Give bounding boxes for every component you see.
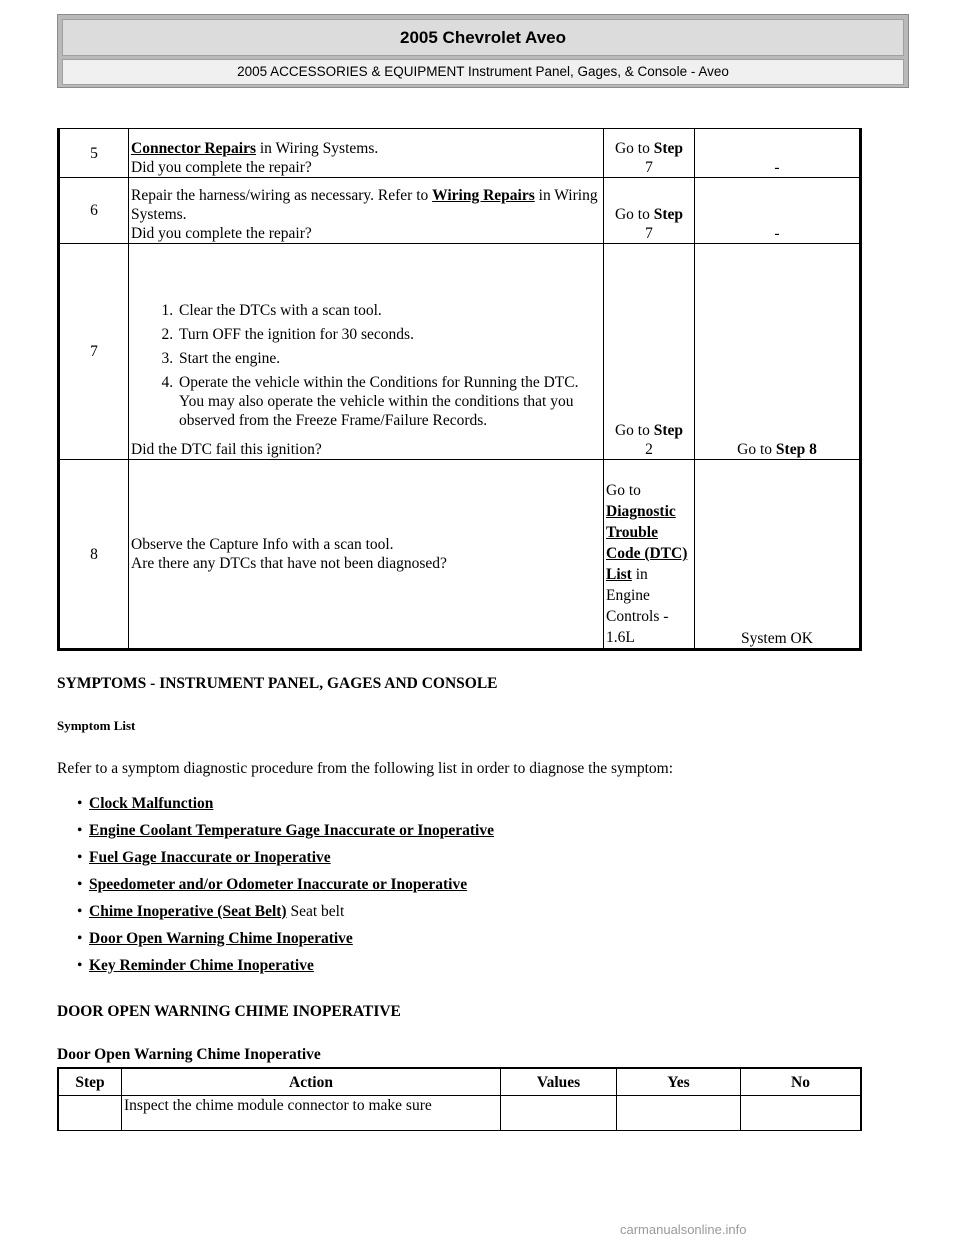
table-row [59,460,861,650]
sub-heading: Door Open Warning Chime Inoperative [57,1046,321,1063]
diagnostic-steps-table [57,128,862,651]
step-no [695,244,861,460]
table-cell [58,1096,122,1131]
step-number: 7 [59,244,129,460]
table-cell: Inspect the chime module connector to make sure [122,1096,501,1131]
yes-step-word: Step [653,140,684,157]
dtc-list-link[interactable]: Diagnostic Trouble Code (DTC) List [606,503,688,583]
yes-step-number: 7 [645,159,653,176]
yes-suffix: in Engine Controls - 1.6L [606,566,669,646]
step-yes [604,244,695,460]
symptom-link[interactable]: Clock Malfunction [89,795,214,812]
yes-step-number: 2 [645,441,653,458]
step-number: 5 [59,129,129,178]
step-no: - [695,129,861,178]
column-header: Action [122,1068,501,1096]
symptom-suffix: Seat belt [286,903,345,920]
column-header: Values [501,1068,617,1096]
step-yes [604,129,695,178]
symptom-link[interactable]: Key Reminder Chime Inoperative [89,957,314,974]
bullet-icon: • [77,876,83,893]
step-number: 6 [59,178,129,244]
list-item [57,925,494,952]
door-chime-table [57,1067,862,1131]
action-text: in Wiring Systems. [256,140,379,157]
list-item [57,844,494,871]
yes-prefix: Go to [614,422,654,439]
section-heading: DOOR OPEN WARNING CHIME INOPERATIVE [57,1003,401,1020]
list-item: 1. Clear the DTCs with a scan tool. [177,301,601,320]
table-header-row [58,1068,861,1096]
symptom-list [57,790,494,979]
yes-step-word: Step [653,206,684,223]
column-header: Yes [617,1068,741,1096]
action-text: Observe the Capture Info with a scan tool. [131,536,394,553]
symptom-link[interactable]: Fuel Gage Inaccurate or Inoperative [89,849,331,866]
step-no: System OK [695,460,861,650]
sub-heading: Symptom List [57,718,136,733]
step-yes [604,460,695,650]
bullet-icon: • [77,822,83,839]
list-item [57,790,494,817]
list-item: 4. Operate the vehicle within the Conditions for Running the DTC. You may also operate the vehicle within the conditions that you observed from the Freeze Frame/Failure Records. [177,373,601,430]
wiring-repairs-link[interactable]: Wiring Repairs [432,187,535,204]
bullet-icon: • [77,795,83,812]
table-row [59,129,861,178]
yes-prefix: Go to [606,482,641,499]
yes-prefix: Go to [614,140,654,157]
step-action [129,178,604,244]
yes-prefix: Go to [614,206,654,223]
list-item [57,898,494,925]
symptom-link[interactable]: Door Open Warning Chime Inoperative [89,930,353,947]
action-text: in Wiring Systems. [131,187,598,223]
list-item: 3. Start the engine. [177,349,601,368]
document-header [57,14,909,88]
list-item [57,952,494,979]
step-no: - [695,178,861,244]
header-title: 2005 Chevrolet Aveo [62,19,904,56]
table-cell [501,1096,617,1131]
table-cell [741,1096,862,1131]
yes-step-word: Step [653,422,684,439]
section-heading: SYMPTOMS - INSTRUMENT PANEL, GAGES AND CONSOLE [57,675,498,692]
table-row [58,1096,861,1131]
bullet-icon: • [77,957,83,974]
connector-repairs-link[interactable]: Connector Repairs [131,140,256,157]
yes-step-number: 7 [645,225,653,242]
list-item [57,871,494,898]
step-question: Did the DTC fail this ignition? [131,441,322,458]
intro-paragraph: Refer to a symptom diagnostic procedure from the following list in order to diagnose the symptom: [57,760,674,777]
header-subtitle: 2005 ACCESSORIES & EQUIPMENT Instrument Panel, Gages, & Console - Aveo [62,59,904,85]
symptom-link[interactable]: Speedometer and/or Odometer Inaccurate or Inoperative [89,876,468,893]
no-step: Step 8 [775,441,817,458]
step-question: Did you complete the repair? [131,159,312,176]
symptom-link[interactable]: Engine Coolant Temperature Gage Inaccurate or Inoperative [89,822,494,839]
column-header: Step [58,1068,122,1096]
column-header: No [741,1068,862,1096]
table-row [59,178,861,244]
step-action [129,129,604,178]
symptom-link[interactable]: Chime Inoperative (Seat Belt) [89,903,287,920]
step-action [129,460,604,650]
table-cell [617,1096,741,1131]
step-question: Did you complete the repair? [131,225,312,242]
table-row [59,244,861,460]
watermark: carmanualsonline.info [620,1222,747,1237]
bullet-icon: • [77,903,83,920]
bullet-icon: • [77,849,83,866]
procedure-list [131,301,601,430]
step-question: Are there any DTCs that have not been diagnosed? [131,555,447,572]
step-yes [604,178,695,244]
no-prefix: Go to [737,441,776,458]
action-text: Repair the harness/wiring as necessary. Refer to [131,187,433,204]
step-number: 8 [59,460,129,650]
bullet-icon: • [77,930,83,947]
list-item: 2. Turn OFF the ignition for 30 seconds. [177,325,601,344]
list-item [57,817,494,844]
step-action [129,244,604,460]
